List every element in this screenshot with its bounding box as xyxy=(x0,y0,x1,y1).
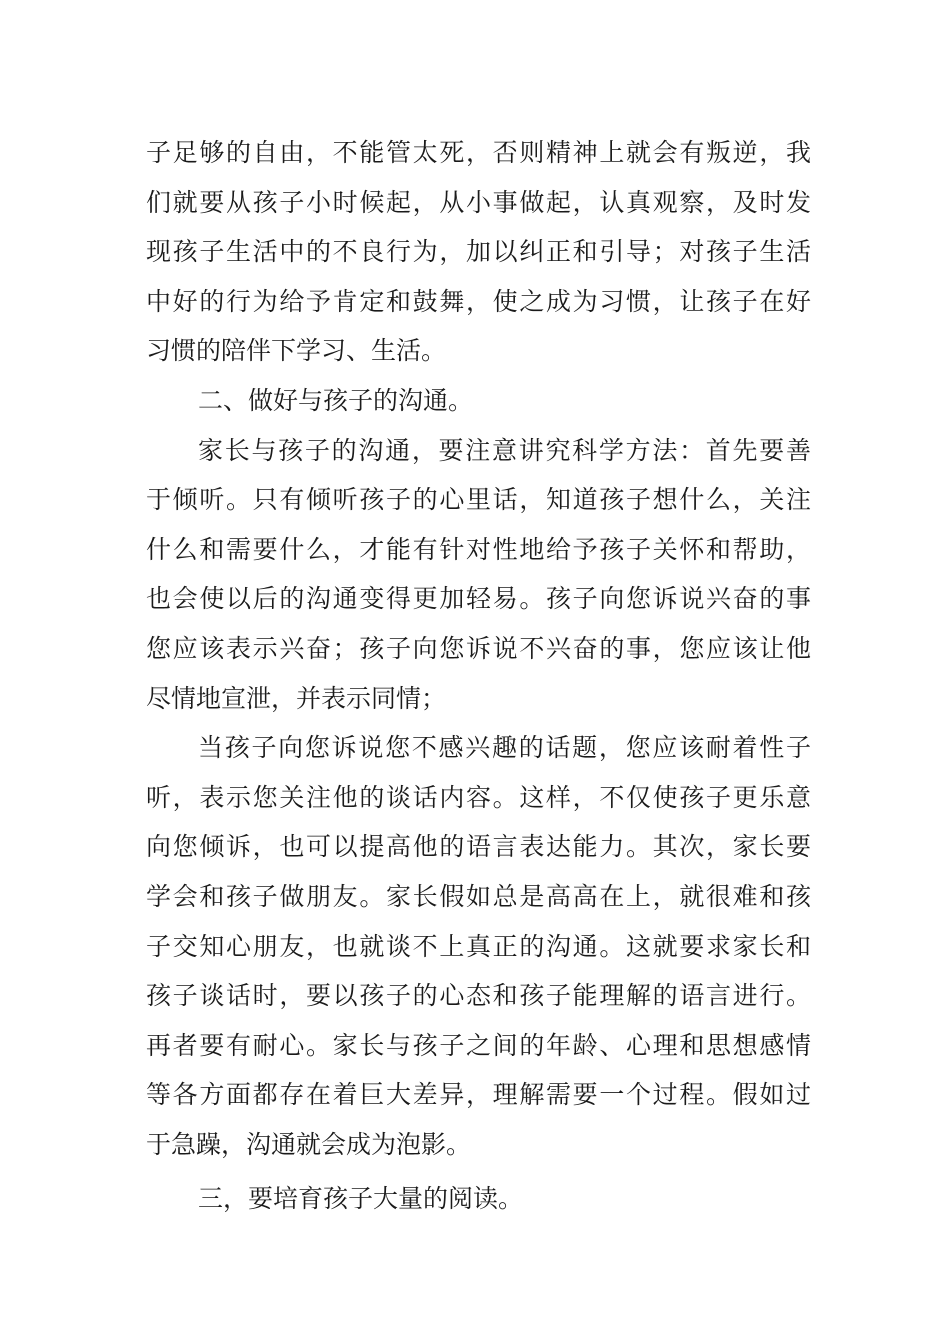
text-line: 孩子谈话时，要以孩子的心态和孩子能理解的语言进行。 xyxy=(146,981,811,1011)
text-line: 等各方面都存在着巨大差异，理解需要一个过程。假如过 xyxy=(146,1080,811,1110)
section-heading: 二、做好与孩子的沟通。 xyxy=(198,385,474,415)
text-line: 于急躁，沟通就会成为泡影。 xyxy=(146,1129,472,1159)
text-line: 子足够的自由，不能管太死，否则精神上就会有叛逆，我 xyxy=(146,138,811,167)
text-line: 向您倾诉，也可以提高他的语言表达能力。其次，家长要 xyxy=(146,832,811,862)
text-line: 当孩子向您诉说您不感兴趣的话题，您应该耐着性子 xyxy=(198,733,811,763)
text-line: 中好的行为给予肯定和鼓舞，使之成为习惯，让孩子在好 xyxy=(146,286,811,316)
text-line: 现孩子生活中的不良行为，加以纠正和引导；对孩子生活 xyxy=(146,237,811,267)
text-line: 尽情地宣泄，并表示同情； xyxy=(146,683,447,713)
body-text xyxy=(146,128,811,1224)
section-heading: 三，要培育孩子大量的阅读。 xyxy=(198,1184,524,1214)
text-line: 们就要从孩子小时候起，从小事做起，认真观察，及时发 xyxy=(146,187,811,217)
text-line: 什么和需要什么，才能有针对性地给予孩子关怀和帮助， xyxy=(146,534,811,564)
text-line: 学会和孩子做朋友。家长假如总是高高在上，就很难和孩 xyxy=(146,881,811,911)
text-line: 子交知心朋友，也就谈不上真正的沟通。这就要求家长和 xyxy=(146,931,811,961)
text-line: 习惯的陪伴下学习、生活。 xyxy=(146,336,447,366)
text-line: 家长与孩子的沟通，要注意讲究科学方法：首先要善 xyxy=(198,435,811,465)
text-line: 再者要有耐心。家长与孩子之间的年龄、心理和思想感情 xyxy=(146,1030,811,1060)
text-line: 听，表示您关注他的谈话内容。这样，不仅使孩子更乐意 xyxy=(146,782,811,812)
text-line: 于倾听。只有倾听孩子的心里话，知道孩子想什么，关注 xyxy=(146,485,811,515)
text-line: 也会使以后的沟通变得更加轻易。孩子向您诉说兴奋的事 xyxy=(146,584,811,614)
text-line: 您应该表示兴奋；孩子向您诉说不兴奋的事，您应该让他 xyxy=(146,633,811,663)
